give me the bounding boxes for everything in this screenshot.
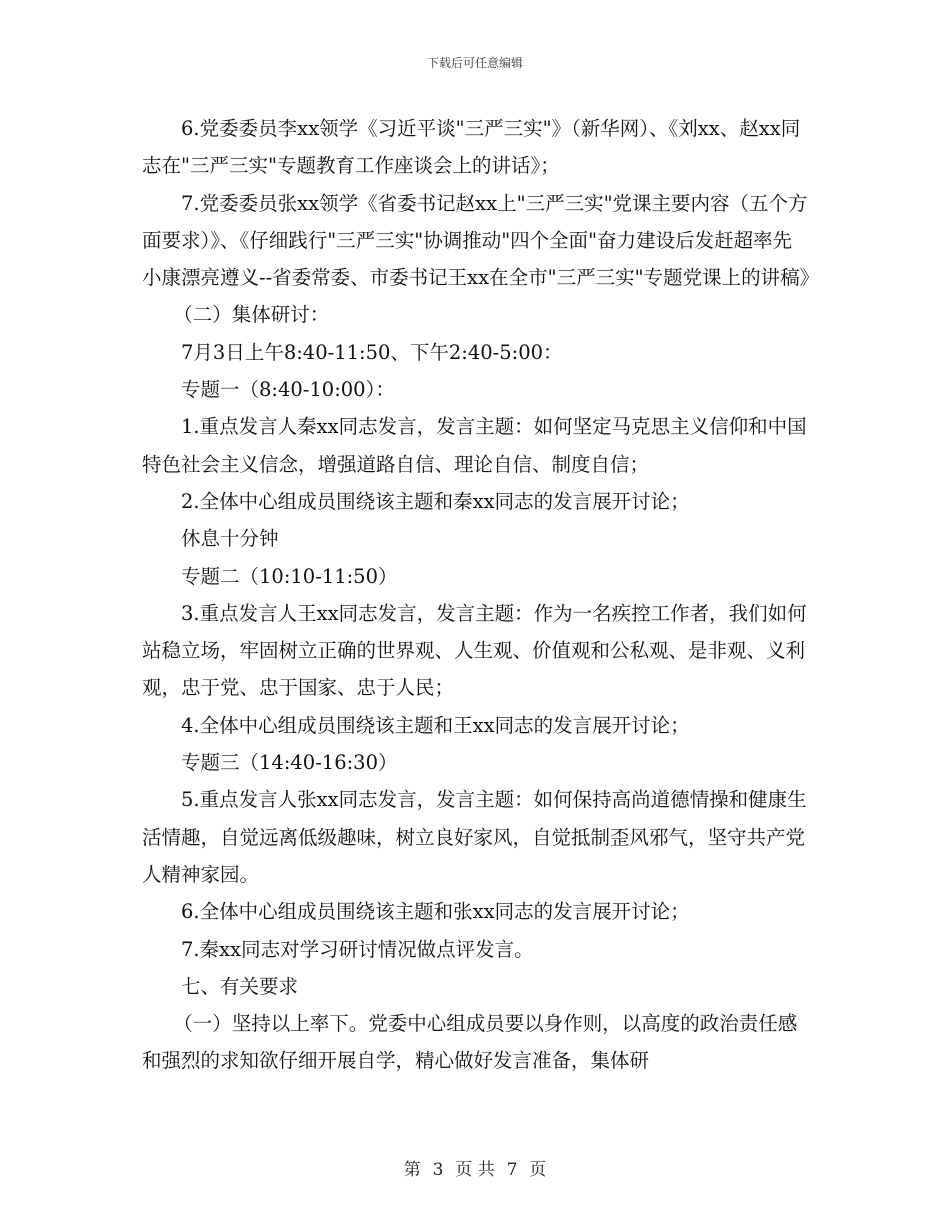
footer-total-pages: 7 <box>506 1160 518 1180</box>
paragraph-7: 2.全体中心组成员围绕该主题和秦xx同志的发言展开讨论； <box>181 489 690 513</box>
paragraph-13: 5.重点发言人张xx同志发言，发言主题：如何保持高尚道德情操和健康生活情趣，自觉远离低级趣味，树立良好家风，自觉抵制歪风邪气，坚守共产党人精神家园。 <box>142 788 807 886</box>
footer-prefix: 第 <box>403 1160 421 1180</box>
page-header: 下载后可任意编辑 <box>426 56 523 70</box>
paragraph-14: 6.全体中心组成员围绕该主题和张xx同志的发言展开讨论； <box>181 900 690 924</box>
paragraph-17: （一）坚持以上率下。党委中心组成员要以身作则，以高度的政治责任感和强烈的求知欲仔细开展自学，精心做好发言准备，集体研 <box>142 1012 798 1073</box>
paragraph-5: 专题一（8:40-10:00）： <box>181 378 395 402</box>
page-footer <box>0 1155 950 1180</box>
paragraph-8: 休息十分钟 <box>181 527 279 551</box>
footer-middle: 页 共 <box>455 1160 495 1180</box>
paragraph-3: （二）集体研讨： <box>173 303 330 327</box>
paragraph-9: 专题二（10:10-11:50） <box>181 564 398 588</box>
paragraph-1: 6.党委委员李xx领学《习近平谈"三严三实"》（新华网）、《刘xx、赵xx同志在"三严三实"专题教育工作座谈会上的讲话》； <box>142 117 801 178</box>
footer-current-page: 3 <box>432 1160 444 1180</box>
paragraph-2: 7.党委委员张xx领学《省委书记赵xx上"三严三实"党课主要内容（五个方面要求）》、《仔细践行"三严三实"协调推动"四个全面"奋力建设后发赶超率先小康漂亮遵义--省委常委、市委书记王xx在全市"三严三实"专题党课上的讲稿》 <box>142 191 820 290</box>
paragraph-4: 7月3日上午8:40-11:50、下午2:40-5:00： <box>181 340 563 364</box>
document-body <box>142 110 820 1080</box>
paragraph-6: 1.重点发言人秦xx同志发言，发言主题：如何坚定马克思主义信仰和中国特色社会主义信念，增强道路自信、理论自信、制度自信； <box>142 415 807 476</box>
section-heading: 七、有关要求 <box>181 974 299 998</box>
footer-suffix: 页 <box>529 1160 547 1180</box>
paragraph-15: 7.秦xx同志对学习研讨情况做点评发言。 <box>181 937 534 961</box>
paragraph-12: 专题三（14:40-16:30） <box>181 751 398 775</box>
paragraph-10: 3.重点发言人王xx同志发言，发言主题：作为一名疾控工作者，我们如何站稳立场，牢固树立正确的世界观、人生观、价值观和公私观、是非观、义利观，忠于党、忠于国家、忠于人民； <box>142 601 807 700</box>
paragraph-11: 4.全体中心组成员围绕该主题和王xx同志的发言展开讨论； <box>181 713 690 737</box>
